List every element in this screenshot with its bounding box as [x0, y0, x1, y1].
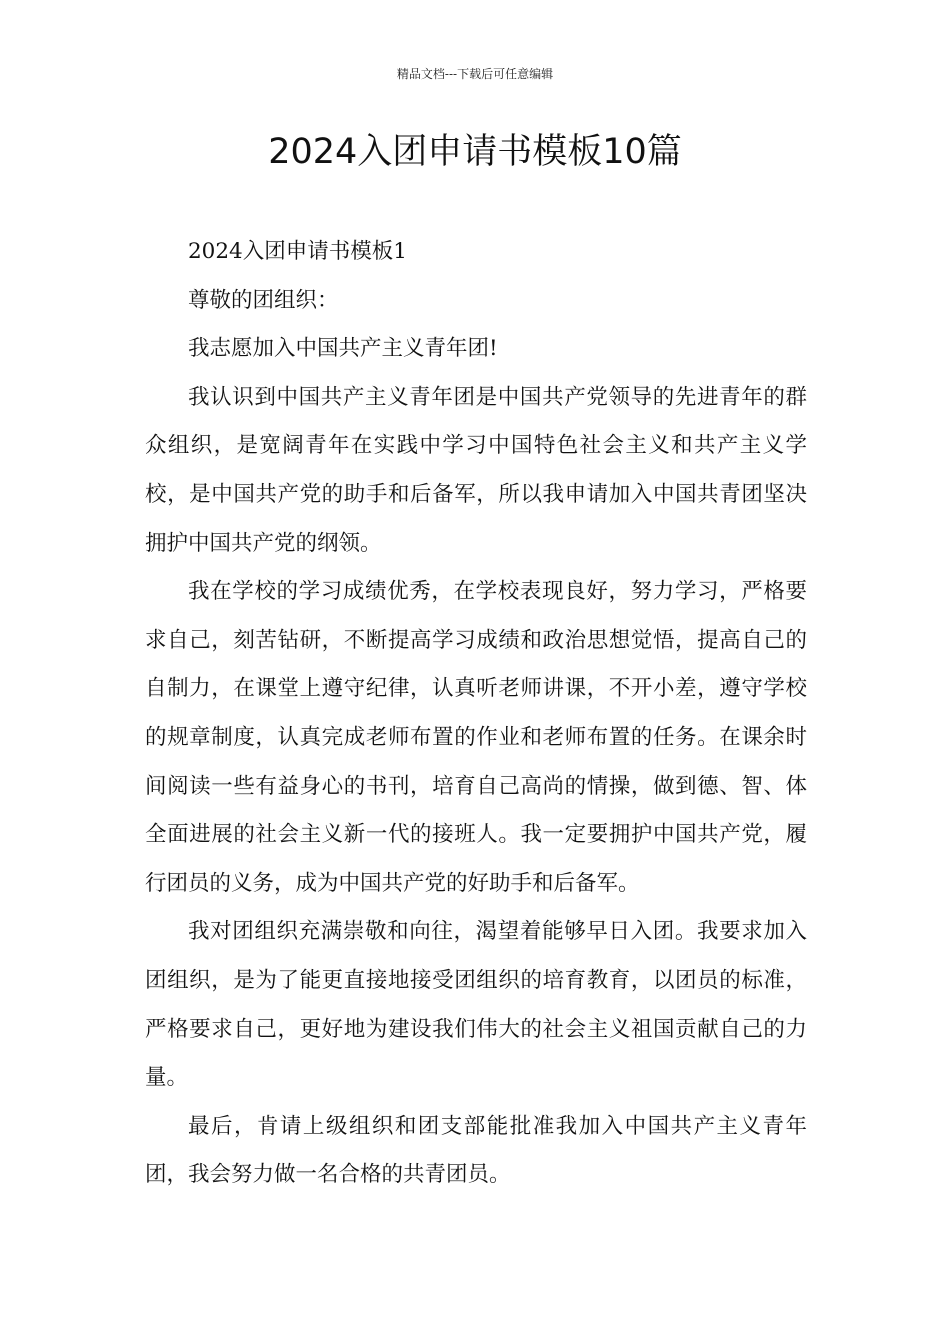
paragraph: 我对团组织充满崇敬和向往，渴望着能够早日入团。我要求加入团组织，是为了能更直接地接受团组织的培育教育，以团员的标准，严格要求自己，更好地为建设我们伟大的社会主义祖国贡献自己的力量。: [145, 919, 807, 1091]
paragraph: 我认识到中国共产主义青年团是中国共产党领导的先进青年的群众组织，是宽阔青年在实践中学习中国特色社会主义和共产主义学校，是中国共产党的助手和后备军，所以我申请加入中国共青团坚决拥护中国共产党的纲领。: [145, 384, 807, 556]
salutation: 尊敬的团组织：: [188, 287, 339, 313]
section-heading: 2024入团申请书模板1: [188, 239, 407, 264]
document-title: 2024入团申请书模板10篇: [268, 132, 682, 172]
paragraph: 我志愿加入中国共产主义青年团!: [188, 336, 498, 362]
paragraph: 最后，肯请上级组织和团支部能批准我加入中国共产主义青年团，我会努力做一名合格的共青团员。: [145, 1113, 807, 1188]
paragraph: 我在学校的学习成绩优秀，在学校表现良好，努力学习，严格要求自己，刻苦钻研，不断提高学习成绩和政治思想觉悟，提高自己的自制力，在课堂上遵守纪律，认真听老师讲课，不开小差，遵守学校的规章制度，认真完成老师布置的作业和老师布置的任务。在课余时间阅读一些有益身心的书刊，培育自己高尚的情操，做到德、智、体全面进展的社会主义新一代的接班人。我一定要拥护中国共产党，履行团员的义务，成为中国共产党的好助手和后备军。: [145, 579, 807, 896]
header-note: 精品文档---下载后可任意编辑: [396, 67, 554, 81]
document-body: [145, 228, 807, 1200]
